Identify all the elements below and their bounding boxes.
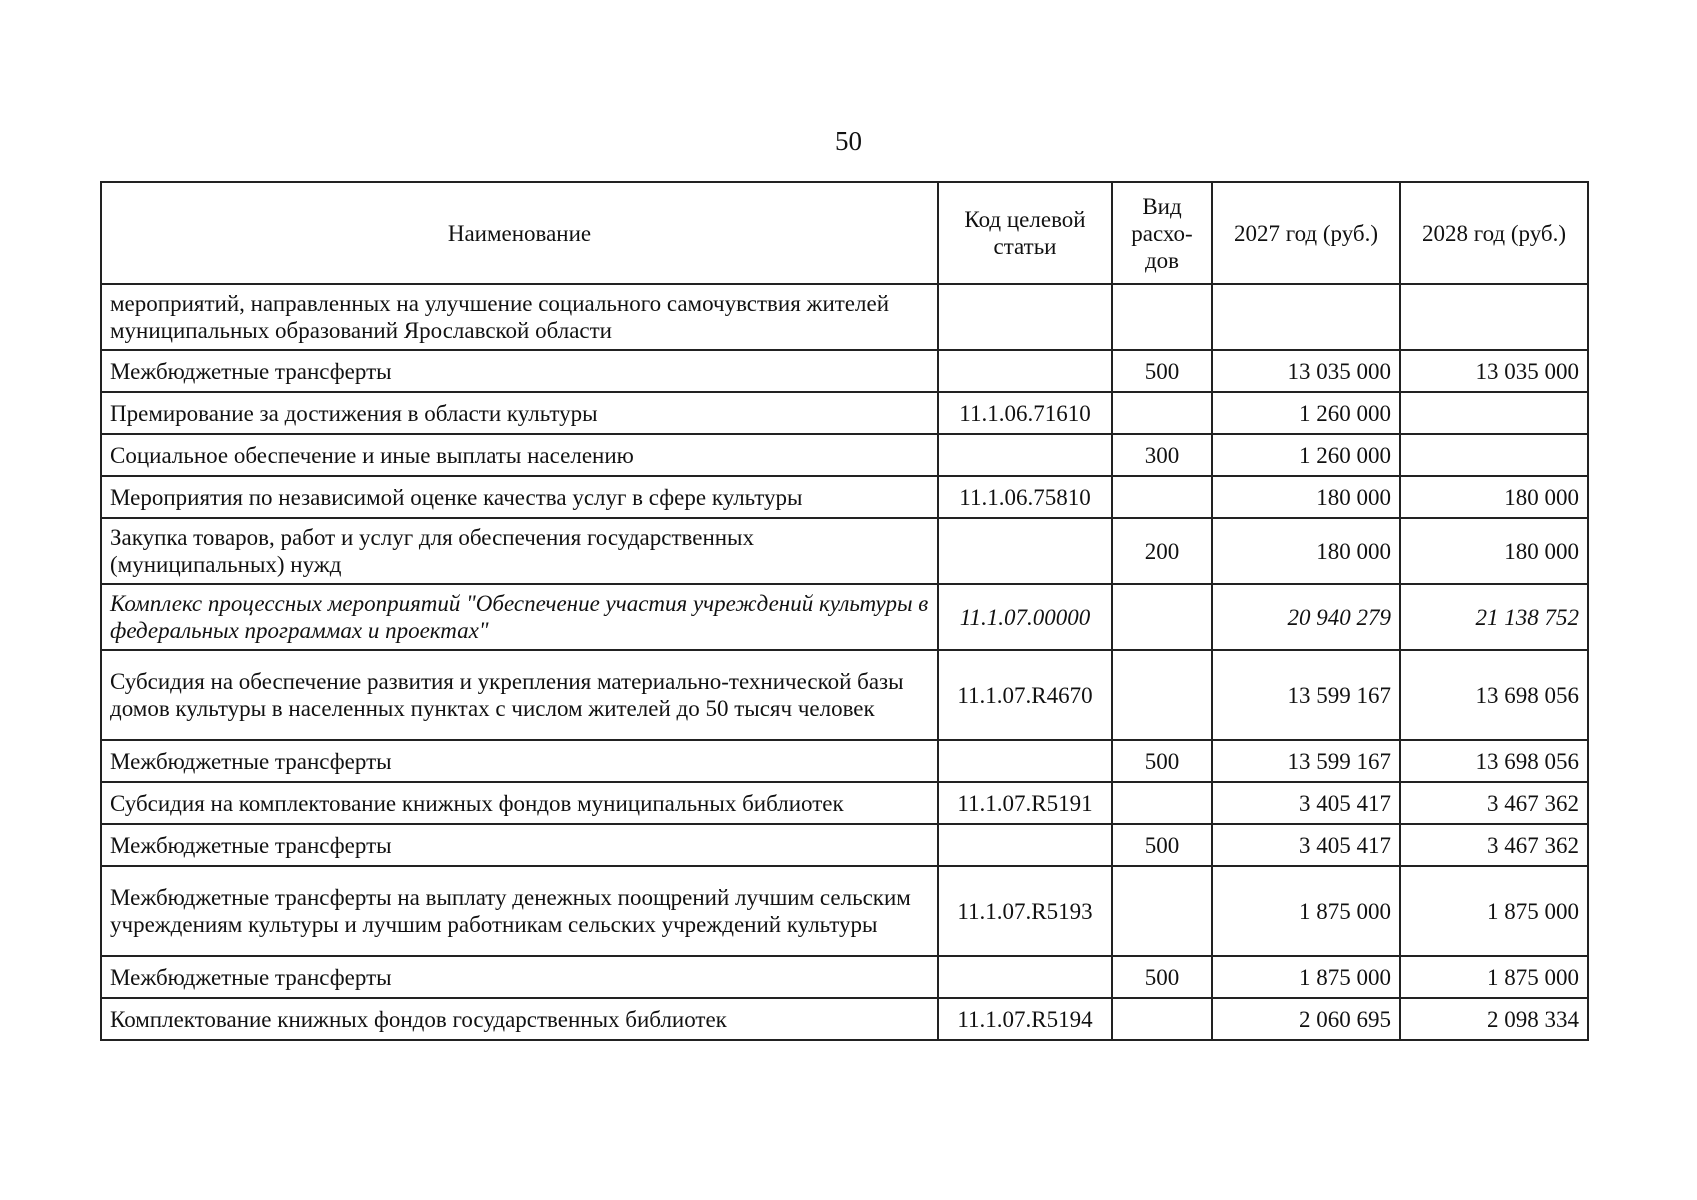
header-2027: 2027 год (руб.) xyxy=(1212,182,1400,284)
row-amount-2027-cell: 1 875 000 xyxy=(1212,866,1400,956)
table-row xyxy=(101,956,1588,998)
table-row xyxy=(101,584,1588,650)
table-body xyxy=(101,284,1588,1040)
header-code: Код целевой статьи xyxy=(938,182,1112,284)
row-amount-2027-cell: 13 035 000 xyxy=(1212,350,1400,392)
row-code-cell: 11.1.07.R5194 xyxy=(938,998,1112,1040)
row-amount-2027-cell: 13 599 167 xyxy=(1212,650,1400,740)
row-name-cell: Социальное обеспечение и иные выплаты населению xyxy=(101,434,938,476)
row-amount-2028-cell: 21 138 752 xyxy=(1400,584,1588,650)
row-amount-2027-cell: 3 405 417 xyxy=(1212,782,1400,824)
header-2028: 2028 год (руб.) xyxy=(1400,182,1588,284)
row-code-cell xyxy=(938,956,1112,998)
row-amount-2028-cell: 180 000 xyxy=(1400,518,1588,584)
row-name-cell: Премирование за достижения в области культуры xyxy=(101,392,938,434)
row-expense-type-cell xyxy=(1112,998,1212,1040)
row-amount-2028-cell: 180 000 xyxy=(1400,476,1588,518)
row-expense-type-cell xyxy=(1112,866,1212,956)
row-amount-2028-cell: 13 698 056 xyxy=(1400,740,1588,782)
row-code-cell xyxy=(938,740,1112,782)
row-amount-2027-cell: 180 000 xyxy=(1212,518,1400,584)
row-amount-2028-cell: 1 875 000 xyxy=(1400,866,1588,956)
row-code-cell: 11.1.07.00000 xyxy=(938,584,1112,650)
row-name-cell: Комплектование книжных фондов государственных библиотек xyxy=(101,998,938,1040)
row-expense-type-cell xyxy=(1112,650,1212,740)
row-name-cell: Межбюджетные трансферты на выплату денежных поощрений лучшим сельским учреждениям культуры и лучшим работникам сельских учреждений культуры xyxy=(101,866,938,956)
table-row xyxy=(101,476,1588,518)
row-amount-2027-cell: 20 940 279 xyxy=(1212,584,1400,650)
row-expense-type-cell xyxy=(1112,476,1212,518)
row-amount-2028-cell xyxy=(1400,434,1588,476)
row-amount-2028-cell: 1 875 000 xyxy=(1400,956,1588,998)
row-expense-type-cell: 200 xyxy=(1112,518,1212,584)
row-name-cell: Закупка товаров, работ и услуг для обеспечения государственных (муниципальных) нужд xyxy=(101,518,938,584)
row-amount-2028-cell: 13 035 000 xyxy=(1400,350,1588,392)
row-code-cell xyxy=(938,350,1112,392)
page-number: 50 xyxy=(835,126,862,156)
row-expense-type-cell: 500 xyxy=(1112,350,1212,392)
row-code-cell xyxy=(938,518,1112,584)
table-row xyxy=(101,998,1588,1040)
row-name-cell: Межбюджетные трансферты xyxy=(101,824,938,866)
header-name: Наименование xyxy=(101,182,938,284)
row-amount-2028-cell xyxy=(1400,392,1588,434)
row-amount-2028-cell: 13 698 056 xyxy=(1400,650,1588,740)
row-code-cell xyxy=(938,284,1112,350)
budget-table xyxy=(100,181,1589,1041)
table-row xyxy=(101,824,1588,866)
table-row xyxy=(101,866,1588,956)
row-expense-type-cell: 500 xyxy=(1112,956,1212,998)
table-row xyxy=(101,284,1588,350)
row-code-cell xyxy=(938,434,1112,476)
row-code-cell: 11.1.06.71610 xyxy=(938,392,1112,434)
row-name-cell: Межбюджетные трансферты xyxy=(101,956,938,998)
row-code-cell: 11.1.07.R5193 xyxy=(938,866,1112,956)
row-expense-type-cell: 500 xyxy=(1112,824,1212,866)
row-amount-2027-cell: 2 060 695 xyxy=(1212,998,1400,1040)
table-row xyxy=(101,350,1588,392)
row-amount-2027-cell: 13 599 167 xyxy=(1212,740,1400,782)
table-row xyxy=(101,518,1588,584)
row-amount-2028-cell xyxy=(1400,284,1588,350)
row-expense-type-cell xyxy=(1112,284,1212,350)
row-expense-type-cell: 300 xyxy=(1112,434,1212,476)
row-amount-2028-cell: 2 098 334 xyxy=(1400,998,1588,1040)
row-name-cell: Межбюджетные трансферты xyxy=(101,350,938,392)
row-name-cell: Субсидия на комплектование книжных фондов муниципальных библиотек xyxy=(101,782,938,824)
row-code-cell xyxy=(938,824,1112,866)
table-row xyxy=(101,650,1588,740)
row-amount-2027-cell: 1 260 000 xyxy=(1212,434,1400,476)
row-expense-type-cell xyxy=(1112,782,1212,824)
row-name-cell: Мероприятия по независимой оценке качества услуг в сфере культуры xyxy=(101,476,938,518)
row-code-cell: 11.1.07.R5191 xyxy=(938,782,1112,824)
row-name-cell: Субсидия на обеспечение развития и укрепления материально-технической базы домов культуры в населенных пунктах с числом жителей до 50 тысяч человек xyxy=(101,650,938,740)
row-expense-type-cell xyxy=(1112,584,1212,650)
row-amount-2028-cell: 3 467 362 xyxy=(1400,782,1588,824)
row-amount-2027-cell: 180 000 xyxy=(1212,476,1400,518)
row-amount-2027-cell: 1 875 000 xyxy=(1212,956,1400,998)
row-amount-2028-cell: 3 467 362 xyxy=(1400,824,1588,866)
row-code-cell: 11.1.06.75810 xyxy=(938,476,1112,518)
row-amount-2027-cell: 3 405 417 xyxy=(1212,824,1400,866)
row-code-cell: 11.1.07.R4670 xyxy=(938,650,1112,740)
table-row xyxy=(101,740,1588,782)
row-amount-2027-cell: 1 260 000 xyxy=(1212,392,1400,434)
row-name-cell: Комплекс процессных мероприятий "Обеспечение участия учреждений культуры в федеральных программах и проектах" xyxy=(101,584,938,650)
table-row xyxy=(101,434,1588,476)
row-name-cell: мероприятий, направленных на улучшение социального самочувствия жителей муниципальных образований Ярославской области xyxy=(101,284,938,350)
row-name-cell: Межбюджетные трансферты xyxy=(101,740,938,782)
table-header-row xyxy=(101,182,1588,284)
row-expense-type-cell xyxy=(1112,392,1212,434)
table-row xyxy=(101,392,1588,434)
row-amount-2027-cell xyxy=(1212,284,1400,350)
row-expense-type-cell: 500 xyxy=(1112,740,1212,782)
table-row xyxy=(101,782,1588,824)
header-type: Вид расхо-дов xyxy=(1112,182,1212,284)
